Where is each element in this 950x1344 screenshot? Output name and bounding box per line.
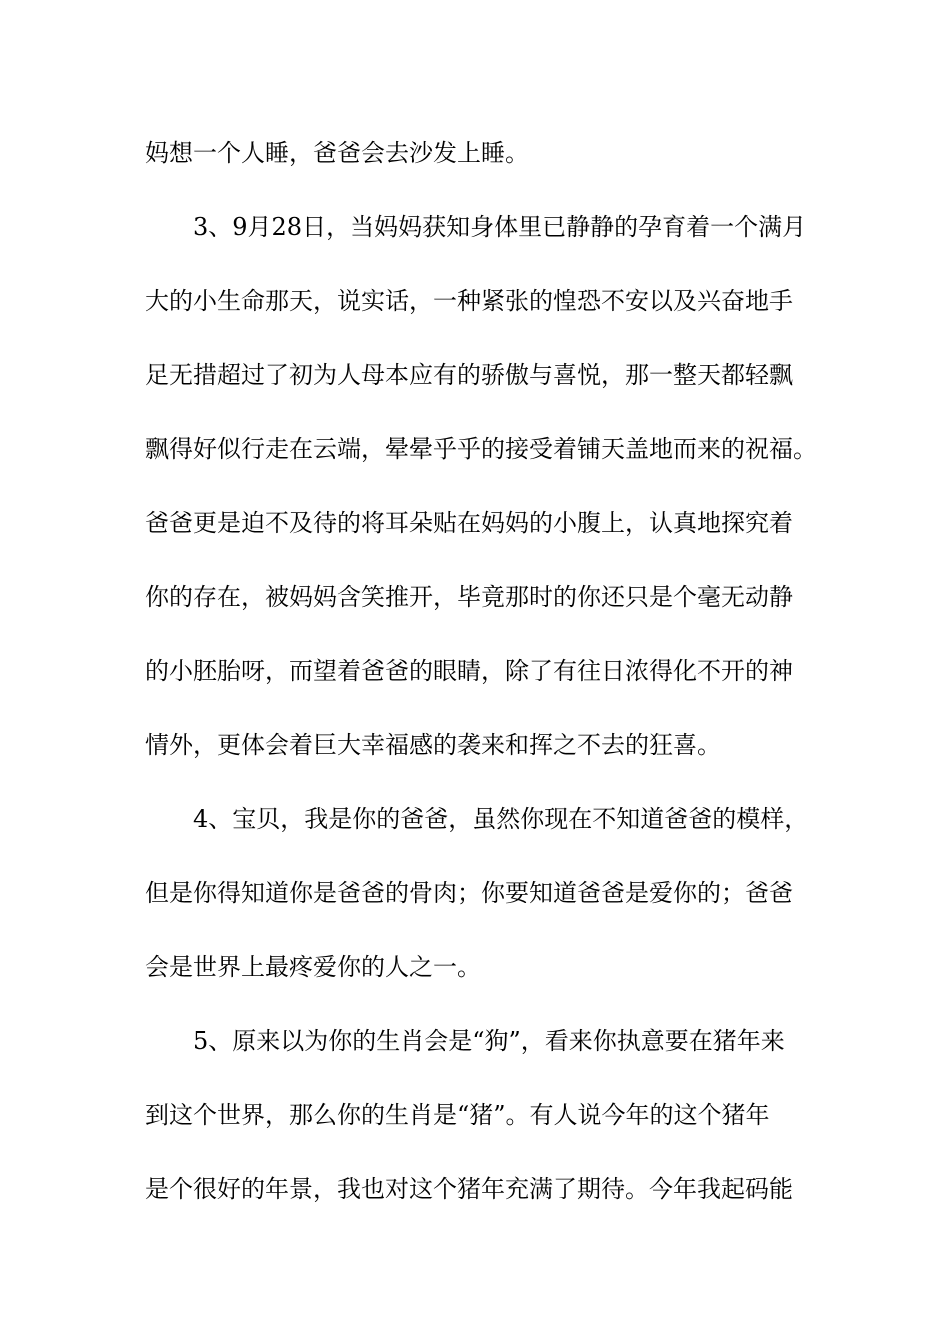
text-line-7: 你的存在，被妈妈含笑推开，毕竟那时的你还只是个毫无动静 [145, 583, 793, 611]
text-line-13: 5、原来以为你的生肖会是“狗”，看来你执意要在猪年来 [193, 1027, 785, 1055]
text-line-12: 会是世界上最疼爱你的人之一。 [145, 953, 481, 981]
text-line-6: 爸爸更是迫不及待的将耳朵贴在妈妈的小腹上，认真地探究着 [145, 509, 793, 537]
text-line-4: 足无措超过了初为人母本应有的骄傲与喜悦，那一整天都轻飘 [145, 361, 793, 389]
text-line-5: 飘得好似行走在云端，晕晕乎乎的接受着铺天盖地而来的祝福。 [145, 435, 817, 463]
text-line-9: 情外，更体会着巨大幸福感的袭来和挥之不去的狂喜。 [145, 731, 721, 759]
text-line-14: 到这个世界，那么你的生肖是“猪”。有人说今年的这个猪年 [145, 1101, 770, 1129]
text-line-10: 4、宝贝，我是你的爸爸，虽然你现在不知道爸爸的模样， [193, 805, 809, 833]
text-line-1: 妈想一个人睡，爸爸会去沙发上睡。 [145, 139, 529, 167]
text-line-15: 是个很好的年景，我也对这个猪年充满了期待。今年我起码能 [145, 1175, 793, 1203]
text-line-3: 大的小生命那天，说实话，一种紧张的惶恐不安以及兴奋地手 [145, 287, 793, 315]
text-line-2: 3、9月28日，当妈妈获知身体里已静静的孕育着一个满月 [193, 213, 807, 241]
text-line-11: 但是你得知道你是爸爸的骨肉；你要知道爸爸是爱你的；爸爸 [145, 879, 793, 907]
text-line-8: 的小胚胎呀，而望着爸爸的眼睛，除了有往日浓得化不开的神 [145, 657, 793, 685]
